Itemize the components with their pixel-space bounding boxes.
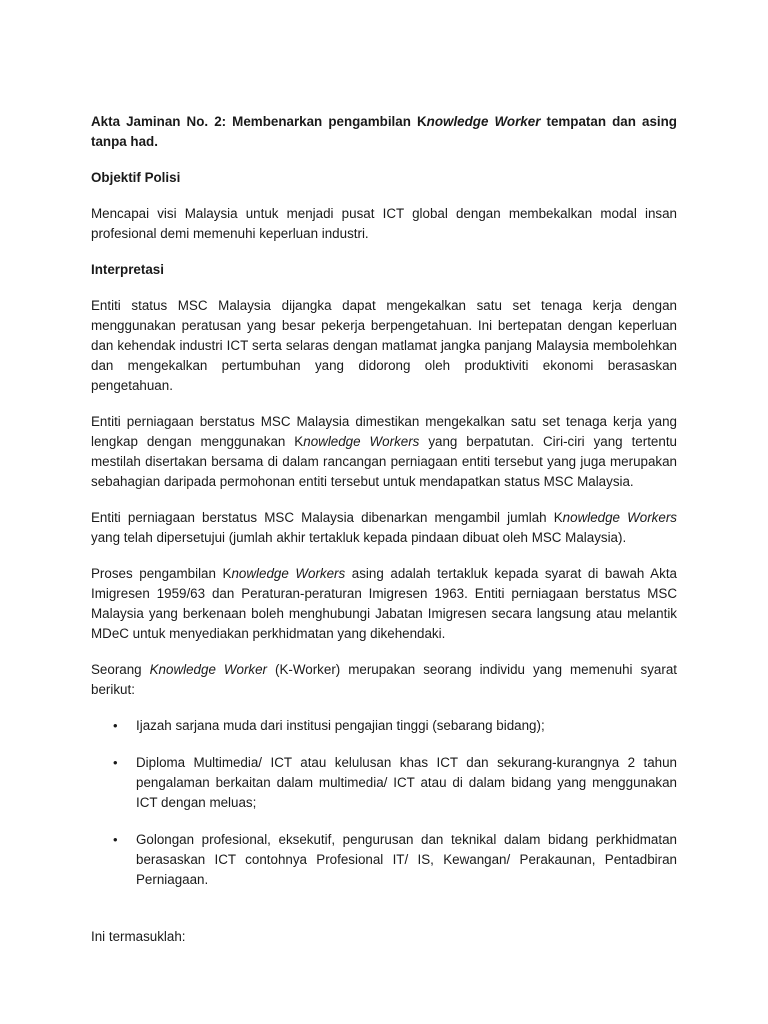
- document-title: [91, 112, 677, 152]
- p2-part-b-italic: nowledge Workers: [303, 434, 420, 449]
- list-item: [91, 753, 677, 813]
- p3-part-b-italic: nowledge Workers: [562, 510, 677, 525]
- interpretasi-heading: Interpretasi: [91, 262, 164, 277]
- interpretasi-paragraph-4: [91, 564, 677, 644]
- requirements-list: [91, 716, 677, 890]
- p4-part-b-italic: nowledge Workers: [231, 566, 346, 581]
- bullet-icon: •: [113, 832, 118, 847]
- title-part-2-italic: nowledge Worker: [426, 114, 541, 129]
- list-item: [91, 716, 677, 736]
- p5-part-a: Seorang: [91, 662, 150, 677]
- document-page: [91, 112, 677, 947]
- bullet-icon: •: [113, 718, 118, 733]
- p5-part-c: (K-Worker) merupakan seorang individu yang memenuhi syarat berikut:: [91, 662, 677, 697]
- closing-text: Ini termasuklah:: [91, 929, 186, 944]
- p3-part-a: Entiti perniagaan berstatus MSC Malaysia dibenarkan mengambil jumlah K: [91, 510, 563, 525]
- p2-part-a: Entiti perniagaan berstatus MSC Malaysia dimestikan mengekalkan satu set tenaga kerja yang lengkap dengan menggunakan K: [91, 414, 677, 449]
- objektif-heading: Objektif Polisi: [91, 170, 181, 185]
- interpretasi-paragraph-2: [91, 412, 677, 492]
- bullet-icon: •: [113, 755, 118, 770]
- list-item-text: Ijazah sarjana muda dari institusi pengajian tinggi (sebarang bidang);: [136, 718, 545, 733]
- p4-part-c: asing adalah tertakluk kepada syarat di bawah Akta Imigresen 1959/63 dan Peraturan-peraturan Imigresen 1963. Entiti perniagaan berstatus MSC Malaysia yang berkenaan boleh menghubungi Jabatan Imigresen secara langsung atau melantik MDeC untuk menyediakan perkhidmatan yang dikehendaki.: [91, 566, 677, 641]
- list-item-text: Golongan profesional, eksekutif, pengurusan dan teknikal dalam bidang perkhidmatan berasaskan ICT contohnya Profesional IT/ IS, Kewangan/ Perakaunan, Pentadbiran Perniagaan.: [136, 832, 677, 887]
- p3-part-c: yang telah dipersetujui (jumlah akhir tertakluk kepada pindaan dibuat oleh MSC Malaysia).: [91, 530, 627, 545]
- p5-part-b-italic: Knowledge Worker: [149, 662, 268, 677]
- interpretasi-paragraph-5: [91, 660, 677, 700]
- interpretasi-paragraph-1: Entiti status MSC Malaysia dijangka dapat mengekalkan satu set tenaga kerja dengan menggunakan peratusan yang besar pekerja berpengetahuan. Ini bertepatan dengan keperluan dan kehendak industri ICT serta selaras dengan matlamat jangka panjang Malaysia membolehkan dan mengekalkan pertumbuhan yang didorong oleh produktiviti ekonomi berasaskan pengetahuan.: [91, 298, 677, 393]
- interpretasi-paragraph-3: [91, 508, 677, 548]
- list-item: [91, 830, 677, 890]
- p2-part-c: yang berpatutan. Ciri-ciri yang tertentu mestilah disertakan bersama di dalam rancangan perniagaan entiti tersebut yang juga merupakan sebahagian daripada permohonan entiti tersebut untuk mendapatkan status MSC Malaysia.: [91, 434, 677, 489]
- objektif-text: Mencapai visi Malaysia untuk menjadi pusat ICT global dengan membekalkan modal insan profesional demi memenuhi keperluan industri.: [91, 206, 677, 241]
- title-part-1: Akta Jaminan No. 2: Membenarkan pengambilan K: [91, 114, 427, 129]
- title-part-3: tempatan dan asing tanpa had.: [91, 114, 677, 149]
- list-item-text: Diploma Multimedia/ ICT atau kelulusan khas ICT dan sekurang-kurangnya 2 tahun pengalaman berkaitan dalam multimedia/ ICT atau di dalam bidang yang menggunakan ICT dengan meluas;: [136, 755, 677, 810]
- p4-part-a: Proses pengambilan K: [91, 566, 232, 581]
